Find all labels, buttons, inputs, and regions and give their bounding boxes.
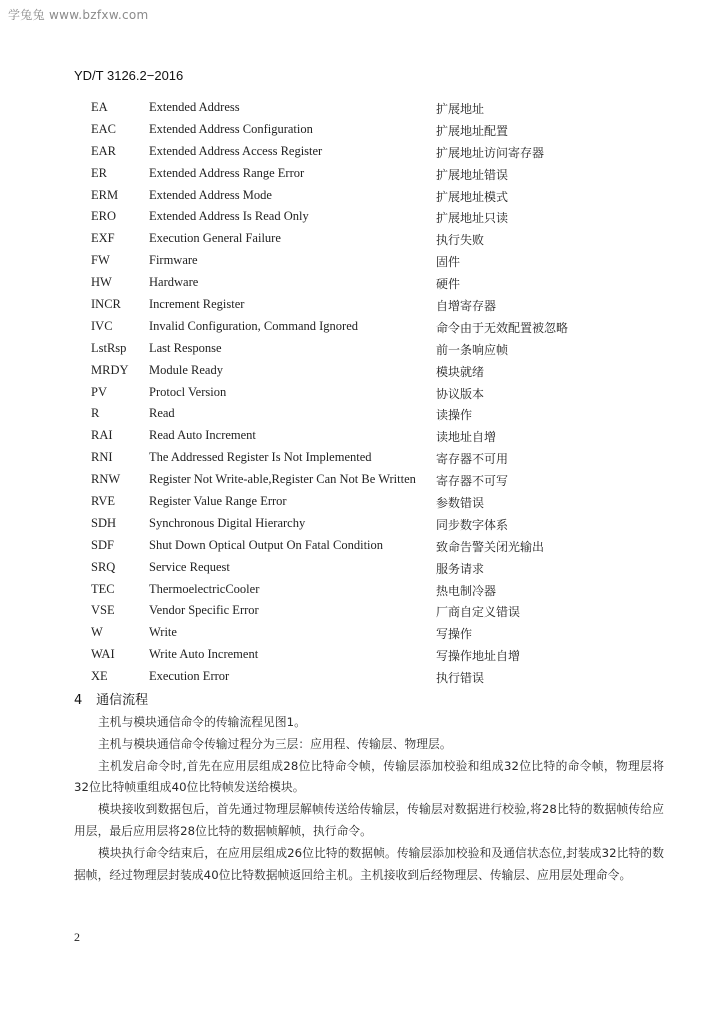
abbreviation-chinese: 扩展地址 <box>436 102 485 116</box>
abbreviation-english: Register Value Range Error <box>149 494 287 509</box>
abbreviation-chinese: 服务请求 <box>436 561 485 576</box>
abbreviation-code: EXF <box>91 231 115 246</box>
abbreviation-code: ERM <box>91 187 119 202</box>
abbreviation-chinese: 同步数字体系 <box>436 517 509 532</box>
abbreviation-chinese: 硬件 <box>436 277 461 292</box>
paragraph: 模块接收到数据包后，首先通过物理层解帧传送给传输层，传输层对数据进行校验,将28比特的数据帧传给应用层，最后应用层将28位比特的数据帧解帧，执行命令。 <box>74 802 664 838</box>
abbreviation-english: Write Auto Increment <box>149 647 259 662</box>
abbreviation-code: FW <box>91 253 110 268</box>
abbreviation-english: Extended Address Is Read Only <box>149 209 309 224</box>
abbreviation-code: W <box>91 625 103 640</box>
abbreviation-english: Extended Address Range Error <box>149 165 305 180</box>
abbreviation-chinese: 参数错误 <box>436 496 485 511</box>
abbreviation-english: Synchronous Digital Hierarchy <box>149 515 306 530</box>
abbreviation-english: Firmware <box>149 253 198 268</box>
abbreviation-english: Register Not Write-able,Register Can Not Be Written <box>149 472 416 487</box>
section-communication-flow <box>74 690 664 886</box>
abbreviation-english: Read <box>149 406 175 421</box>
abbreviation-chinese: 扩展地址访问寄存器 <box>436 145 545 160</box>
abbreviation-english: Execution General Failure <box>149 231 281 246</box>
abbreviation-english: Shut Down Optical Output On Fatal Condition <box>149 537 384 552</box>
abbreviation-english: Protocl Version <box>149 384 227 399</box>
abbreviation-english: Vendor Specific Error <box>149 603 259 618</box>
abbreviation-chinese: 扩展地址错误 <box>436 167 509 182</box>
abbreviation-chinese: 扩展地址只读 <box>436 211 509 226</box>
abbreviation-chinese: 前一条响应帧 <box>436 342 509 357</box>
abbreviation-english: Increment Register <box>149 297 245 312</box>
abbreviation-chinese: 扩展地址配置 <box>436 123 509 138</box>
abbreviation-list <box>90 98 650 689</box>
abbreviation-chinese: 协议版本 <box>436 386 485 401</box>
abbreviation-english: Extended Address Mode <box>149 187 272 202</box>
abbreviation-english: Execution Error <box>149 669 230 684</box>
abbreviation-chinese: 命令由于无效配置被忽略 <box>436 320 569 335</box>
abbreviation-english: Service Request <box>149 559 230 574</box>
abbreviation-row <box>90 295 650 317</box>
abbreviation-code: INCR <box>91 297 121 312</box>
abbreviation-code: SDH <box>91 515 117 530</box>
abbreviation-english: Write <box>149 625 177 640</box>
paragraph: 主机与模块通信命令的传输流程见图1。 <box>98 715 306 729</box>
abbreviation-row <box>90 207 650 229</box>
abbreviation-row <box>90 558 650 580</box>
abbreviation-code: ER <box>91 165 107 180</box>
abbreviation-chinese: 寄存器不可写 <box>436 474 509 489</box>
document-id-header: YD/T 3126.2−2016 <box>74 68 184 83</box>
abbreviation-chinese: 扩展地址模式 <box>436 189 509 204</box>
paragraph: 主机发启命令时,首先在应用层组成28位比特命令帧，传输层添加校验和组成32位比特的命令帧，物理层将32位比特帧重组成40位比特帧发送给模块。 <box>74 758 664 795</box>
abbreviation-chinese: 执行失败 <box>436 233 485 248</box>
abbreviation-row <box>90 645 650 667</box>
abbreviation-code: RVE <box>91 494 115 509</box>
abbreviation-english: Read Auto Increment <box>149 428 256 443</box>
abbreviation-row <box>90 404 650 426</box>
abbreviation-code: RAI <box>91 428 113 443</box>
abbreviation-row <box>90 339 650 361</box>
abbreviation-row <box>90 229 650 251</box>
abbreviation-code: PV <box>91 384 107 399</box>
abbreviation-code: IVC <box>91 318 113 333</box>
abbreviation-chinese: 读操作 <box>436 408 473 423</box>
abbreviation-chinese: 寄存器不可用 <box>436 452 509 467</box>
section-title: 通信流程 <box>96 693 149 708</box>
abbreviation-code: VSE <box>91 603 115 618</box>
abbreviation-row <box>90 601 650 623</box>
abbreviation-code: LstRsp <box>91 340 127 355</box>
abbreviation-code: SDF <box>91 537 114 552</box>
abbreviation-chinese: 写操作地址自增 <box>436 649 521 664</box>
abbreviation-row <box>90 317 650 339</box>
abbreviation-row <box>90 142 650 164</box>
abbreviation-english: Extended Address <box>149 100 240 114</box>
abbreviation-row <box>90 120 650 142</box>
page-number: 2 <box>74 930 80 944</box>
abbreviation-row <box>90 536 650 558</box>
abbreviation-row <box>90 492 650 514</box>
abbreviation-row <box>90 251 650 273</box>
abbreviation-code: XE <box>91 669 108 684</box>
paragraph: 主机与模块通信命令传输过程分为三层：应用程、传输层、物理层。 <box>98 736 452 751</box>
abbreviation-code: TEC <box>91 581 115 596</box>
abbreviation-code: RNI <box>91 450 113 465</box>
abbreviation-english: The Addressed Register Is Not Implemented <box>149 450 372 465</box>
abbreviation-code: EAR <box>91 143 116 158</box>
abbreviation-code: EA <box>91 100 108 114</box>
section-number: 4 <box>74 693 83 708</box>
abbreviation-row <box>90 164 650 186</box>
abbreviation-code: R <box>91 406 100 421</box>
abbreviation-row <box>90 667 650 689</box>
abbreviation-row <box>90 470 650 492</box>
abbreviation-row <box>90 426 650 448</box>
abbreviation-row <box>90 186 650 208</box>
abbreviation-english: Module Ready <box>149 362 223 377</box>
abbreviation-code: MRDY <box>91 362 129 377</box>
abbreviation-chinese: 模块就绪 <box>436 364 485 379</box>
abbreviation-chinese: 自增寄存器 <box>436 299 497 314</box>
abbreviation-english: Extended Address Access Register <box>149 143 323 158</box>
abbreviation-row <box>90 361 650 383</box>
abbreviation-english: Extended Address Configuration <box>149 121 313 136</box>
abbreviation-chinese: 写操作 <box>436 627 473 642</box>
abbreviation-english: Hardware <box>149 275 199 290</box>
abbreviation-row <box>90 514 650 536</box>
abbreviation-row <box>90 580 650 602</box>
abbreviation-chinese: 读地址自增 <box>436 430 497 445</box>
section-heading <box>74 690 664 712</box>
abbreviation-code: HW <box>91 275 112 290</box>
site-watermark: 学兔兔 www.bzfxw.com <box>8 8 149 22</box>
abbreviation-code: ERO <box>91 209 116 224</box>
abbreviation-chinese: 执行错误 <box>436 671 485 686</box>
abbreviation-chinese: 固件 <box>436 255 461 270</box>
abbreviation-english: ThermoelectricCooler <box>149 581 260 596</box>
abbreviation-row <box>90 98 650 120</box>
abbreviation-row <box>90 383 650 405</box>
abbreviation-chinese: 热电制冷器 <box>436 583 497 598</box>
paragraph: 模块执行命令结束后，在应用层组成26位比特的数据帧。传输层添加校验和及通信状态位,封装成32比特的数据帧，经过物理层封装成40位比特数据帧返回给主机。主机接收到后经物理层、传输层、应用层处理命令。 <box>74 845 664 882</box>
abbreviation-code: SRQ <box>91 559 116 574</box>
abbreviation-code: EAC <box>91 121 116 136</box>
abbreviation-row <box>90 623 650 645</box>
abbreviation-english: Invalid Configuration, Command Ignored <box>149 318 358 333</box>
abbreviation-row <box>90 448 650 470</box>
abbreviation-english: Last Response <box>149 340 222 355</box>
abbreviation-chinese: 厂商自定义错误 <box>436 605 521 620</box>
abbreviation-row <box>90 273 650 295</box>
abbreviation-code: WAI <box>91 647 115 662</box>
abbreviation-chinese: 致命告警关闭光输出 <box>436 539 545 554</box>
abbreviation-code: RNW <box>91 472 121 487</box>
